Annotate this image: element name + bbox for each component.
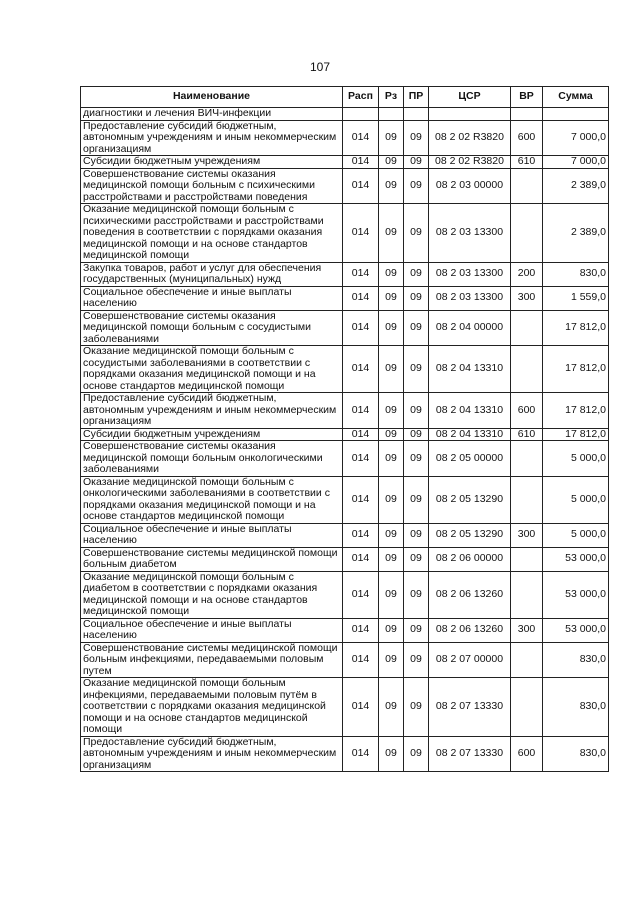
table-row (81, 286, 609, 310)
cell-vr (511, 571, 543, 618)
cell-rz: 09 (379, 571, 404, 618)
cell-rasp: 014 (343, 736, 379, 772)
cell-vr (511, 108, 543, 121)
cell-rasp: 014 (343, 428, 379, 441)
cell-pr: 09 (404, 476, 429, 523)
cell-csr: 08 2 02 R3820 (429, 120, 511, 156)
cell-name: Оказание медицинской помощи больным с сосудистыми заболеваниями в соответствии с порядками оказания медицинской помощи и на основе стандартов медицинской помощи (81, 346, 343, 393)
cell-name: Совершенствование системы оказания медицинской помощи больным онкологическими заболеваниями (81, 441, 343, 477)
table-row (81, 547, 609, 571)
cell-rz: 09 (379, 310, 404, 346)
table-row (81, 678, 609, 737)
cell-name: Предоставление субсидий бюджетным, автономным учреждениям и иным некоммерческим организациям (81, 393, 343, 429)
table-row (81, 310, 609, 346)
cell-csr: 08 2 02 R3820 (429, 156, 511, 169)
cell-csr: 08 2 05 13290 (429, 523, 511, 547)
table-row (81, 476, 609, 523)
cell-sum: 53 000,0 (543, 571, 609, 618)
cell-pr: 09 (404, 547, 429, 571)
cell-pr: 09 (404, 262, 429, 286)
cell-pr: 09 (404, 310, 429, 346)
header-csr: ЦСР (429, 87, 511, 108)
cell-rz: 09 (379, 204, 404, 263)
cell-csr: 08 2 05 13290 (429, 476, 511, 523)
cell-sum: 7 000,0 (543, 120, 609, 156)
cell-csr: 08 2 06 00000 (429, 547, 511, 571)
cell-csr: 08 2 05 00000 (429, 441, 511, 477)
cell-pr: 09 (404, 393, 429, 429)
cell-vr: 610 (511, 428, 543, 441)
cell-vr (511, 678, 543, 737)
page-number: 107 (309, 60, 331, 74)
cell-rasp: 014 (343, 393, 379, 429)
header-name: Наименование (81, 87, 343, 108)
cell-name: Предоставление субсидий бюджетным, автономным учреждениям и иным некоммерческим организациям (81, 736, 343, 772)
cell-sum: 17 812,0 (543, 428, 609, 441)
table-header-row (81, 87, 609, 108)
cell-name: Совершенствование системы медицинской помощи больным диабетом (81, 547, 343, 571)
cell-rasp: 014 (343, 168, 379, 204)
cell-rasp: 014 (343, 310, 379, 346)
cell-csr: 08 2 07 13330 (429, 678, 511, 737)
cell-pr: 09 (404, 678, 429, 737)
budget-table (80, 86, 609, 772)
cell-vr (511, 547, 543, 571)
cell-rz: 09 (379, 168, 404, 204)
cell-csr: 08 2 04 13310 (429, 393, 511, 429)
header-rz: Рз (379, 87, 404, 108)
cell-csr: 08 2 06 13260 (429, 571, 511, 618)
cell-name: Социальное обеспечение и иные выплаты населению (81, 286, 343, 310)
cell-name: диагностики и лечения ВИЧ-инфекции (81, 108, 343, 121)
cell-vr: 200 (511, 262, 543, 286)
cell-sum: 2 389,0 (543, 168, 609, 204)
cell-sum: 830,0 (543, 642, 609, 678)
cell-name: Субсидии бюджетным учреждениям (81, 428, 343, 441)
cell-rasp: 014 (343, 547, 379, 571)
table-row (81, 642, 609, 678)
cell-vr: 300 (511, 618, 543, 642)
table-row (81, 428, 609, 441)
cell-name: Оказание медицинской помощи больным с онкологическими заболеваниями в соответствии с порядками оказания медицинской помощи и на основе стандартов медицинской помощи (81, 476, 343, 523)
cell-rz: 09 (379, 428, 404, 441)
cell-rasp: 014 (343, 523, 379, 547)
cell-pr: 09 (404, 618, 429, 642)
cell-sum: 830,0 (543, 678, 609, 737)
cell-vr (511, 441, 543, 477)
cell-csr: 08 2 04 13310 (429, 346, 511, 393)
table-row (81, 523, 609, 547)
cell-rz: 09 (379, 618, 404, 642)
cell-sum: 17 812,0 (543, 346, 609, 393)
cell-pr: 09 (404, 346, 429, 393)
cell-pr: 09 (404, 204, 429, 263)
cell-sum: 53 000,0 (543, 547, 609, 571)
cell-name: Социальное обеспечение и иные выплаты населению (81, 523, 343, 547)
cell-rasp: 014 (343, 642, 379, 678)
cell-vr (511, 204, 543, 263)
cell-vr: 300 (511, 286, 543, 310)
cell-sum: 7 000,0 (543, 156, 609, 169)
cell-name: Закупка товаров, работ и услуг для обеспечения государственных (муниципальных) нужд (81, 262, 343, 286)
table-row (81, 393, 609, 429)
cell-csr: 08 2 03 00000 (429, 168, 511, 204)
cell-rz: 09 (379, 476, 404, 523)
cell-rz: 09 (379, 736, 404, 772)
header-pr: ПР (404, 87, 429, 108)
cell-name: Совершенствование системы медицинской помощи больным инфекциями, передаваемыми половым путем (81, 642, 343, 678)
cell-rz: 09 (379, 523, 404, 547)
cell-vr (511, 642, 543, 678)
cell-sum (543, 108, 609, 121)
cell-pr: 09 (404, 523, 429, 547)
table-row (81, 168, 609, 204)
cell-csr: 08 2 03 13300 (429, 204, 511, 263)
cell-name: Предоставление субсидий бюджетным, автономным учреждениям и иным некоммерческим организациям (81, 120, 343, 156)
cell-name: Оказание медицинской помощи больным с психическими расстройствами и расстройствами поведения в соответствии с порядками оказания медицинской помощи и на основе стандартов медицинской помощи (81, 204, 343, 263)
cell-csr: 08 2 04 00000 (429, 310, 511, 346)
cell-rz: 09 (379, 346, 404, 393)
cell-sum: 2 389,0 (543, 204, 609, 263)
cell-sum: 830,0 (543, 736, 609, 772)
cell-pr (404, 108, 429, 121)
table-row (81, 618, 609, 642)
cell-pr: 09 (404, 736, 429, 772)
header-vr: ВР (511, 87, 543, 108)
table-row (81, 120, 609, 156)
cell-vr: 300 (511, 523, 543, 547)
table-row (81, 262, 609, 286)
cell-rz (379, 108, 404, 121)
cell-rz: 09 (379, 120, 404, 156)
cell-sum: 830,0 (543, 262, 609, 286)
cell-name: Оказание медицинской помощи больным с диабетом в соответствии с порядками оказания медицинской помощи и на основе стандартов медицинской помощи (81, 571, 343, 618)
cell-sum: 17 812,0 (543, 310, 609, 346)
cell-rz: 09 (379, 262, 404, 286)
cell-csr: 08 2 07 00000 (429, 642, 511, 678)
cell-sum: 5 000,0 (543, 476, 609, 523)
cell-csr: 08 2 04 13310 (429, 428, 511, 441)
table-row (81, 346, 609, 393)
header-sum: Сумма (543, 87, 609, 108)
cell-csr: 08 2 06 13260 (429, 618, 511, 642)
cell-rasp: 014 (343, 678, 379, 737)
cell-vr: 610 (511, 156, 543, 169)
cell-sum: 53 000,0 (543, 618, 609, 642)
cell-sum: 5 000,0 (543, 441, 609, 477)
cell-pr: 09 (404, 642, 429, 678)
cell-sum: 5 000,0 (543, 523, 609, 547)
cell-vr (511, 476, 543, 523)
cell-rasp: 014 (343, 571, 379, 618)
cell-pr: 09 (404, 120, 429, 156)
cell-csr: 08 2 07 13330 (429, 736, 511, 772)
cell-csr: 08 2 03 13300 (429, 286, 511, 310)
cell-pr: 09 (404, 428, 429, 441)
cell-rasp: 014 (343, 262, 379, 286)
cell-name: Совершенствование системы оказания медицинской помощи больным с психическими расстройствами и расстройствами поведения (81, 168, 343, 204)
cell-rasp: 014 (343, 441, 379, 477)
table-row (81, 571, 609, 618)
cell-vr (511, 168, 543, 204)
cell-vr (511, 310, 543, 346)
cell-rz: 09 (379, 441, 404, 477)
table-row (81, 156, 609, 169)
cell-name: Субсидии бюджетным учреждениям (81, 156, 343, 169)
cell-name: Оказание медицинской помощи больным инфекциями, передаваемыми половым путём в соответствии с порядками оказания медицинской помощи и на основе стандартов медицинской помощи (81, 678, 343, 737)
cell-sum: 17 812,0 (543, 393, 609, 429)
cell-rz: 09 (379, 393, 404, 429)
cell-rz: 09 (379, 547, 404, 571)
cell-sum: 1 559,0 (543, 286, 609, 310)
cell-rasp: 014 (343, 156, 379, 169)
cell-rasp: 014 (343, 204, 379, 263)
cell-rz: 09 (379, 286, 404, 310)
header-rasp: Расп (343, 87, 379, 108)
cell-pr: 09 (404, 156, 429, 169)
cell-rasp: 014 (343, 476, 379, 523)
cell-name: Совершенствование системы оказания медицинской помощи больным с сосудистыми заболеваниями (81, 310, 343, 346)
cell-rasp: 014 (343, 120, 379, 156)
cell-csr (429, 108, 511, 121)
cell-csr: 08 2 03 13300 (429, 262, 511, 286)
cell-pr: 09 (404, 441, 429, 477)
cell-vr: 600 (511, 736, 543, 772)
cell-vr (511, 346, 543, 393)
cell-rasp (343, 108, 379, 121)
cell-rz: 09 (379, 678, 404, 737)
cell-rasp: 014 (343, 346, 379, 393)
cell-rasp: 014 (343, 618, 379, 642)
table-row (81, 441, 609, 477)
table-row (81, 108, 609, 121)
cell-vr: 600 (511, 393, 543, 429)
cell-rz: 09 (379, 642, 404, 678)
cell-pr: 09 (404, 571, 429, 618)
table-row (81, 204, 609, 263)
cell-rasp: 014 (343, 286, 379, 310)
table-row (81, 736, 609, 772)
cell-pr: 09 (404, 286, 429, 310)
cell-name: Социальное обеспечение и иные выплаты населению (81, 618, 343, 642)
cell-rz: 09 (379, 156, 404, 169)
cell-vr: 600 (511, 120, 543, 156)
cell-pr: 09 (404, 168, 429, 204)
